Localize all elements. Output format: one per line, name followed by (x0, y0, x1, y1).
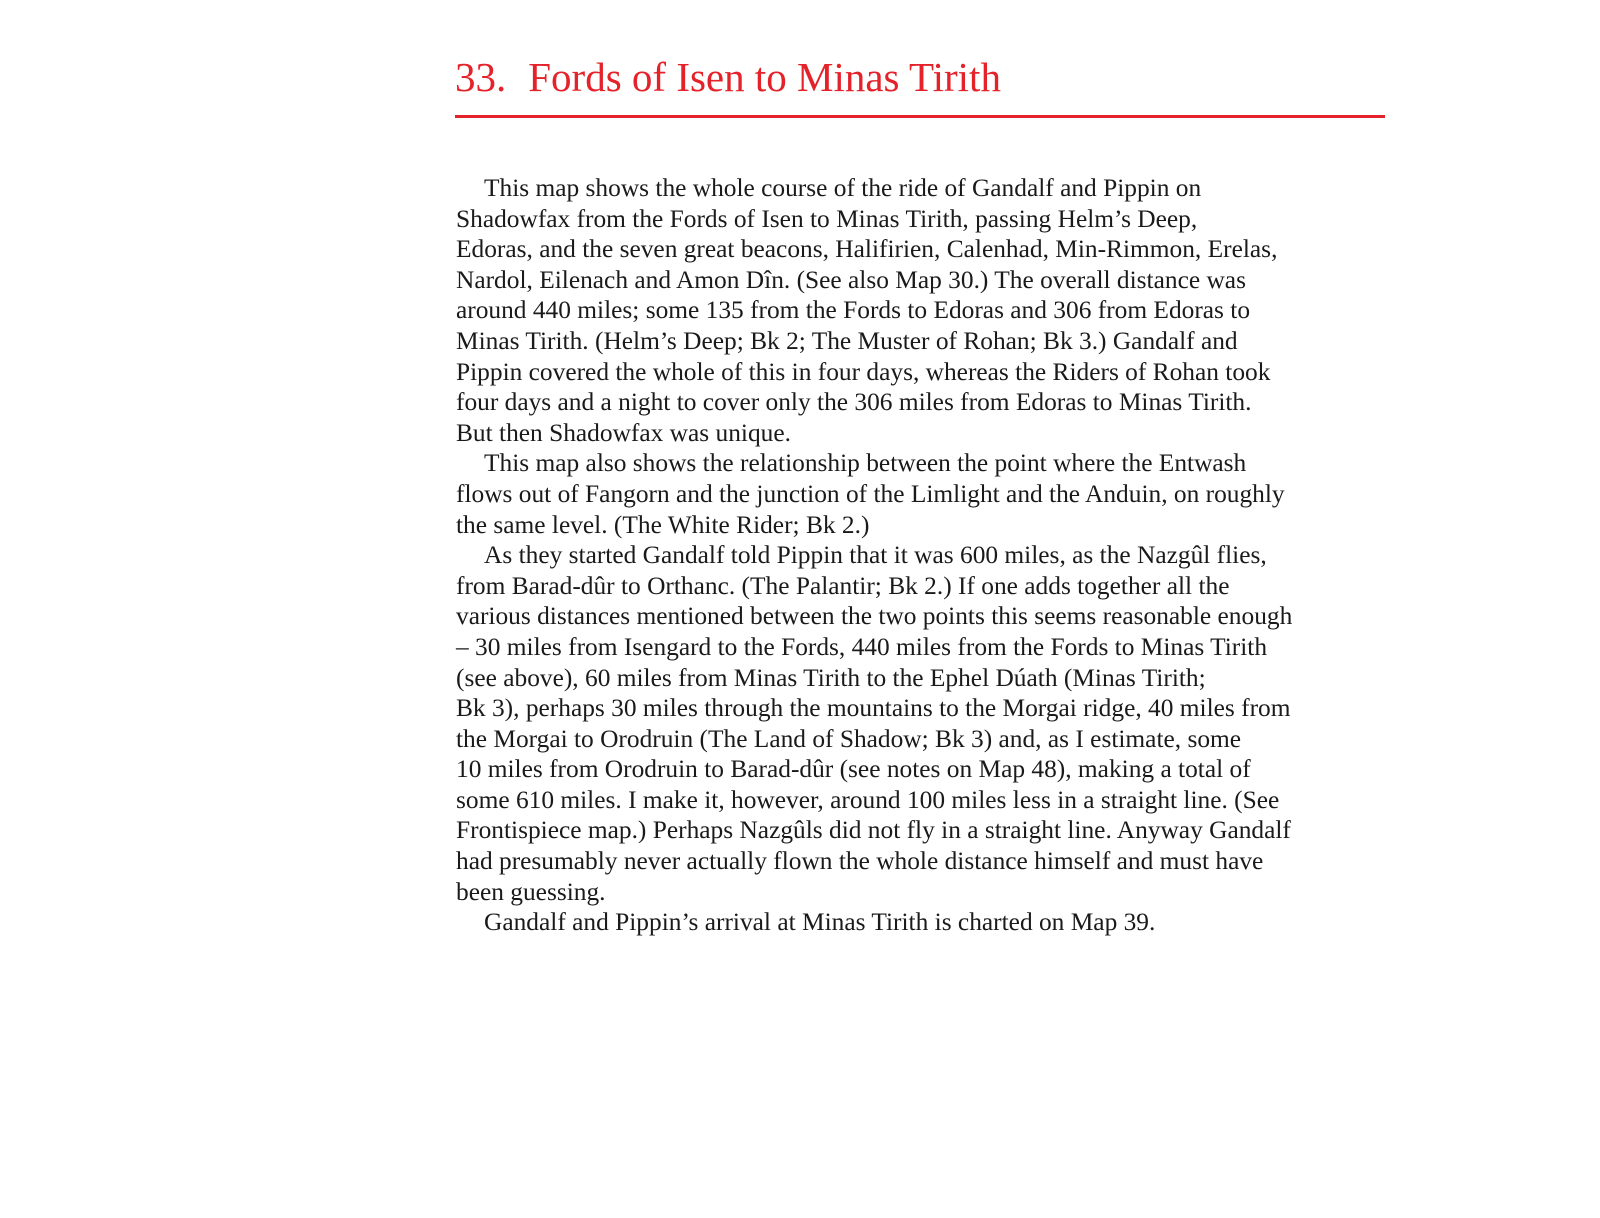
paragraph-1-line: This map shows the whole course of the ride of Gandalf and Pippin on (484, 174, 1202, 202)
paragraph-1-line: four days and a night to cover only the 306 miles from Edoras to Minas Tirith. (456, 388, 1252, 417)
chapter-title: Fords of Isen to Minas Tirith (528, 54, 1001, 100)
paragraph-2-line: flows out of Fangorn and the junction of the Limlight and the Anduin, on roughly (456, 479, 1285, 508)
paragraph-1-line: around 440 miles; some 135 from the Fords to Edoras and 306 from Edoras to (456, 296, 1251, 325)
paragraph-3-line: from Barad-dûr to Orthanc. (The Palantir; Bk 2.) If one adds together all the (456, 571, 1230, 600)
paragraph-4-line: Gandalf and Pippin’s arrival at Minas Tirith is charted on Map 39. (484, 908, 1156, 937)
paragraph-3-line: some 610 miles. I make it, however, around 100 miles less in a straight line. (See (456, 785, 1280, 814)
paragraph-1-line: But then Shadowfax was unique. (456, 418, 791, 447)
chapter-heading (455, 52, 1385, 102)
paragraph-3-line: Bk 3), perhaps 30 miles through the mountains to the Morgai ridge, 40 miles from (456, 694, 1291, 723)
paragraph-3-line: various distances mentioned between the two points this seems reasonable enough (456, 602, 1293, 631)
paragraph-2-line: This map also shows the relationship between the point where the Entwash (484, 449, 1247, 478)
paragraph-1-line: Minas Tirith. (Helm’s Deep; Bk 2; The Muster of Rohan; Bk 3.) Gandalf and (456, 326, 1238, 355)
paragraph-3-line: – 30 miles from Isengard to the Fords, 440 miles from the Fords to Minas Tirith (456, 632, 1268, 661)
paragraph-1-line: Edoras, and the seven great beacons, Halifirien, Calenhad, Min-Rimmon, Erelas, (456, 235, 1278, 264)
paragraph-3-line: 10 miles from Orodruin to Barad-dûr (see notes on Map 48), making a total of (456, 755, 1251, 784)
paragraph-1-line: Pippin covered the whole of this in four days, whereas the Riders of Rohan took (456, 357, 1271, 386)
paragraph-1-line: Nardol, Eilenach and Amon Dîn. (See also Map 30.) The overall distance was (456, 265, 1246, 294)
paragraph-2-line: the same level. (The White Rider; Bk 2.) (456, 510, 870, 539)
paragraph-3-line: Frontispiece map.) Perhaps Nazgûls did not fly in a straight line. Anyway Gandalf (456, 816, 1291, 845)
paragraph-3-line: (see above), 60 miles from Minas Tirith to the Ephel Dúath (Minas Tirith; (456, 663, 1206, 692)
paragraph-3-line: been guessing. (456, 877, 606, 906)
heading-divider (455, 115, 1385, 118)
paragraph-3-line: had presumably never actually flown the whole distance himself and must have (456, 847, 1264, 876)
paragraph-1-line: Shadowfax from the Fords of Isen to Minas Tirith, passing Helm’s Deep, (456, 204, 1198, 233)
paragraph-3-line: the Morgai to Orodruin (The Land of Shadow; Bk 3) and, as I estimate, some (456, 724, 1242, 753)
body-text (456, 173, 1416, 938)
paragraph-3-line: As they started Gandalf told Pippin that it was 600 miles, as the Nazgûl flies, (484, 541, 1267, 570)
chapter-number: 33. (455, 54, 507, 100)
